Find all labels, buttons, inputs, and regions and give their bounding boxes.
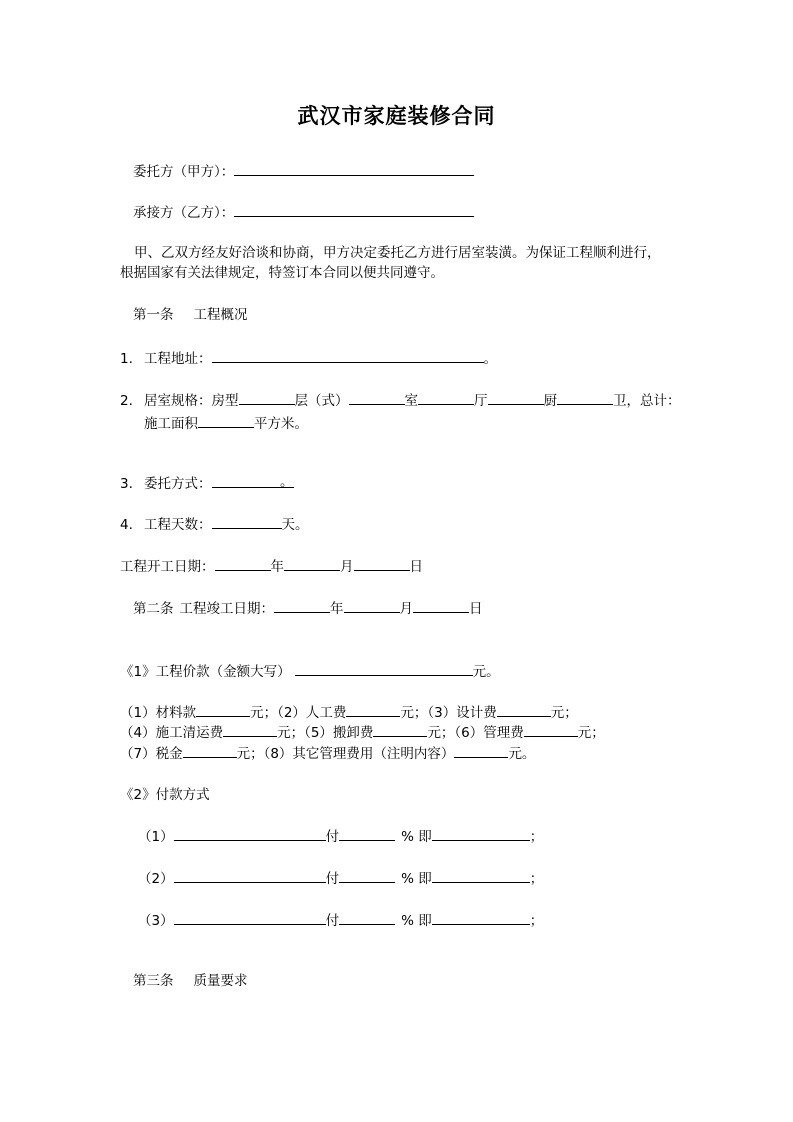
design-fee-label: 元；（3）设计费: [400, 705, 497, 721]
kitchen-blank[interactable]: [557, 389, 613, 405]
fees-line-1-end: 元；: [550, 705, 578, 721]
payment-1-pay-label: 付: [325, 829, 340, 845]
start-day-label: 日: [409, 559, 423, 575]
item-3-number: 3.: [120, 476, 133, 492]
end-year-label: 年: [330, 601, 344, 617]
payment-2-percent-blank[interactable]: [339, 867, 395, 883]
item-4-label: 工程天数：: [144, 517, 212, 533]
payment-2-pay-label: 付: [325, 871, 340, 887]
material-fee-label: （1）材料款: [120, 705, 197, 721]
item-3-label: 委托方式：: [144, 476, 212, 492]
item-1-end: 。: [483, 351, 497, 367]
payment-1-percent-label: % 即: [401, 829, 432, 845]
item-4-days: [120, 513, 309, 535]
article-1-heading: [133, 305, 248, 325]
party-b-line: [133, 201, 474, 223]
article-3-title: 质量要求: [193, 973, 248, 989]
moving-fee-label: 元；（5）搬卸费: [277, 725, 374, 741]
start-month-blank[interactable]: [284, 555, 340, 571]
payment-1-end: ；: [529, 829, 544, 845]
payment-row-2: [138, 867, 543, 889]
room-label: 室: [404, 393, 418, 409]
management-fee-blank[interactable]: [524, 721, 578, 737]
payment-3-stage-blank[interactable]: [174, 909, 326, 925]
item-2-number: 2.: [120, 393, 133, 409]
fees-line-3: [120, 742, 535, 764]
floor-label: 层（式）: [294, 393, 349, 409]
payment-2-end: ；: [529, 871, 544, 887]
start-year-label: 年: [270, 559, 284, 575]
item-4-end: 天。: [281, 517, 309, 533]
document-title: 武汉市家庭装修合同: [297, 103, 496, 128]
article-3-label: 第三条: [133, 973, 174, 989]
end-year-blank[interactable]: [274, 597, 330, 613]
floor-blank[interactable]: [349, 389, 405, 405]
room-type-blank[interactable]: [239, 389, 295, 405]
end-month-label: 月: [399, 601, 413, 617]
article-2-end-date: [133, 597, 483, 619]
payment-3-pay-label: 付: [325, 913, 340, 929]
kitchen-label: 厨: [543, 393, 557, 409]
tax-label: （7）税金: [120, 746, 183, 762]
tax-blank[interactable]: [183, 742, 237, 758]
start-date-label: 工程开工日期：: [120, 559, 215, 575]
payment-3-percent-blank[interactable]: [339, 909, 395, 925]
payment-2-amount-blank[interactable]: [432, 867, 530, 883]
item-1-address: [120, 347, 497, 369]
payment-row-3: [138, 909, 543, 931]
party-b-label: 承接方（乙方）：: [133, 205, 235, 221]
fees-line-2-end: 元；: [577, 725, 605, 741]
payment-heading: 《2》付款方式: [120, 787, 210, 803]
item-3-end: 。: [280, 474, 294, 490]
bath-total-label: 卫，总计：: [613, 393, 681, 409]
cleanup-fee-blank[interactable]: [223, 721, 277, 737]
party-a-label: 委托方（甲方）：: [133, 164, 235, 180]
article-1-title: 工程概况: [193, 307, 248, 323]
price-label: 《1》工程价款（金额大写）: [120, 664, 291, 680]
fees-line-3-end: 元。: [508, 746, 536, 762]
payment-row-1: [138, 825, 543, 847]
party-a-blank[interactable]: [234, 160, 474, 176]
labor-fee-blank[interactable]: [346, 701, 400, 717]
price-line: [120, 660, 500, 682]
moving-fee-blank[interactable]: [373, 721, 427, 737]
article-2-label: 第二条: [133, 601, 174, 617]
hall-blank[interactable]: [488, 389, 544, 405]
material-fee-blank[interactable]: [196, 701, 250, 717]
party-b-blank[interactable]: [234, 201, 474, 217]
price-blank[interactable]: [295, 660, 473, 676]
payment-3-end: ；: [529, 913, 544, 929]
end-day-label: 日: [469, 601, 483, 617]
item-1-number: 1.: [120, 351, 133, 367]
payment-2-percent-label: % 即: [401, 871, 432, 887]
item-2-room-spec: [120, 389, 681, 435]
end-date-label: 工程竣工日期：: [179, 601, 274, 617]
room-type-label: 居室规格：房型: [144, 393, 239, 409]
end-month-blank[interactable]: [344, 597, 400, 613]
fees-line-1: [120, 701, 578, 723]
payment-1-percent-blank[interactable]: [339, 825, 395, 841]
item-1-label: 工程地址：: [144, 351, 212, 367]
article-3-heading: [133, 971, 248, 991]
room-blank[interactable]: [418, 389, 474, 405]
item-3-method: [120, 472, 294, 494]
intro-paragraph: [120, 243, 661, 283]
payment-3-amount-blank[interactable]: [432, 909, 530, 925]
price-end: 元。: [472, 664, 500, 680]
hall-label: 厅: [474, 393, 488, 409]
design-fee-blank[interactable]: [497, 701, 551, 717]
management-fee-label: 元；（6）管理费: [427, 725, 524, 741]
labor-fee-label: 元；（2）人工费: [250, 705, 347, 721]
start-month-label: 月: [340, 559, 354, 575]
area-blank[interactable]: [198, 412, 254, 428]
start-year-blank[interactable]: [215, 555, 271, 571]
address-blank[interactable]: [212, 347, 484, 363]
end-day-blank[interactable]: [413, 597, 469, 613]
other-fee-label: 元；（8）其它管理费用（注明内容）: [236, 746, 455, 762]
payment-2-stage-blank[interactable]: [174, 867, 326, 883]
payment-1-number: （1）: [138, 829, 174, 845]
payment-2-number: （2）: [138, 871, 174, 887]
item-4-number: 4.: [120, 517, 133, 533]
area-label: 施工面积: [144, 416, 198, 432]
method-blank[interactable]: [212, 472, 294, 488]
payment-1-stage-blank[interactable]: [174, 825, 326, 841]
days-blank[interactable]: [212, 513, 282, 529]
article-1-label: 第一条: [133, 307, 174, 323]
payment-1-amount-blank[interactable]: [432, 825, 530, 841]
payment-3-percent-label: % 即: [401, 913, 432, 929]
other-fee-blank[interactable]: [454, 742, 508, 758]
start-date-line: [120, 555, 423, 577]
party-a-line: [133, 160, 474, 182]
start-day-blank[interactable]: [354, 555, 410, 571]
cleanup-fee-label: （4）施工清运费: [120, 725, 224, 741]
intro-line-2: 根据国家有关法律规定，特签订本合同以便共同遵守。: [120, 265, 444, 281]
intro-line-1: 甲、乙双方经友好洽谈和协商，甲方决定委托乙方进行居室装潢。为保证工程顺利进行，: [134, 245, 661, 261]
area-unit: 平方米。: [254, 416, 308, 432]
payment-3-number: （3）: [138, 913, 174, 929]
fees-line-2: [120, 721, 605, 743]
